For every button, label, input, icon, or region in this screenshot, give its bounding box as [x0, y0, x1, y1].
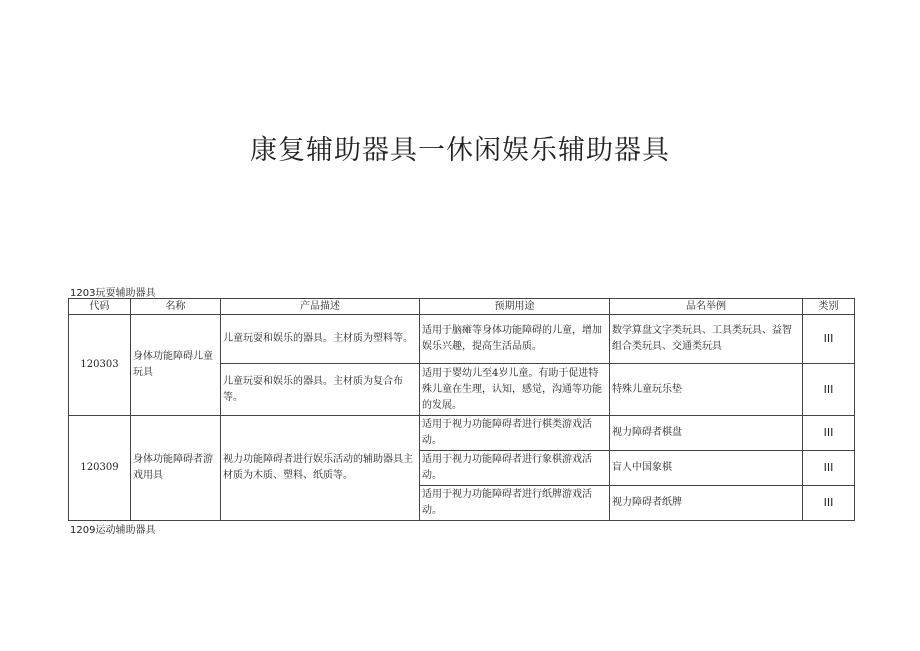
header-code: 代码: [69, 299, 131, 315]
item-intended-use: 适用于视力功能障碍者进行纸牌游戏活动。: [420, 486, 610, 521]
item-examples: 视力障碍者棋盘: [610, 416, 803, 451]
item-category: III: [803, 451, 855, 486]
header-description: 产品描述: [221, 299, 420, 315]
item-intended-use: 适用于脑瘫等身体功能障碍的儿童，增加娱乐兴趣，提高生活品质。: [420, 315, 610, 364]
table-row: [69, 416, 855, 451]
section-label-1209: 1209运动辅助器具: [70, 525, 156, 536]
header-examples: 品名举例: [610, 299, 803, 315]
item-category: III: [803, 486, 855, 521]
item-examples: 盲人中国象棋: [610, 451, 803, 486]
item-description: 儿童玩耍和娱乐的器具。主材质为复合布等。: [221, 364, 420, 416]
item-code: 120303: [69, 315, 131, 416]
item-examples: 数学算盘文字类玩具、工具类玩具、益智组合类玩具、交通类玩具: [610, 315, 803, 364]
item-code: 120309: [69, 416, 131, 521]
item-intended-use: 适用于视力功能障碍者进行象棋游戏活动。: [420, 451, 610, 486]
header-category: 类别: [803, 299, 855, 315]
item-examples: 特殊儿童玩乐垫: [610, 364, 803, 416]
item-name: 身体功能障碍儿童玩具: [131, 315, 221, 416]
item-examples: 视力障碍者纸牌: [610, 486, 803, 521]
header-intended-use: 预期用途: [420, 299, 610, 315]
table-row: [69, 315, 855, 364]
item-category: III: [803, 364, 855, 416]
page-title: 康复辅助器具一休闲娱乐辅助器具: [250, 135, 670, 166]
item-category: III: [803, 416, 855, 451]
item-description: 儿童玩耍和娱乐的器具。主材质为塑料等。: [221, 315, 420, 364]
header-name: 名称: [131, 299, 221, 315]
item-intended-use: 适用于视力功能障碍者进行棋类游戏活动。: [420, 416, 610, 451]
item-intended-use: 适用于婴幼儿至4岁儿童。有助于促进特殊儿童在生理，认知，感觉，沟通等功能的发展。: [420, 364, 610, 416]
catalog-table: [68, 298, 855, 521]
section-label-1203: 1203玩耍辅助器具: [70, 288, 156, 299]
item-name: 身体功能障碍者游戏用具: [131, 416, 221, 521]
table-header-row: [69, 299, 855, 315]
item-description: 视力功能障碍者进行娱乐活动的辅助器具主材质为木质、塑料、纸质等。: [221, 416, 420, 521]
item-category: III: [803, 315, 855, 364]
